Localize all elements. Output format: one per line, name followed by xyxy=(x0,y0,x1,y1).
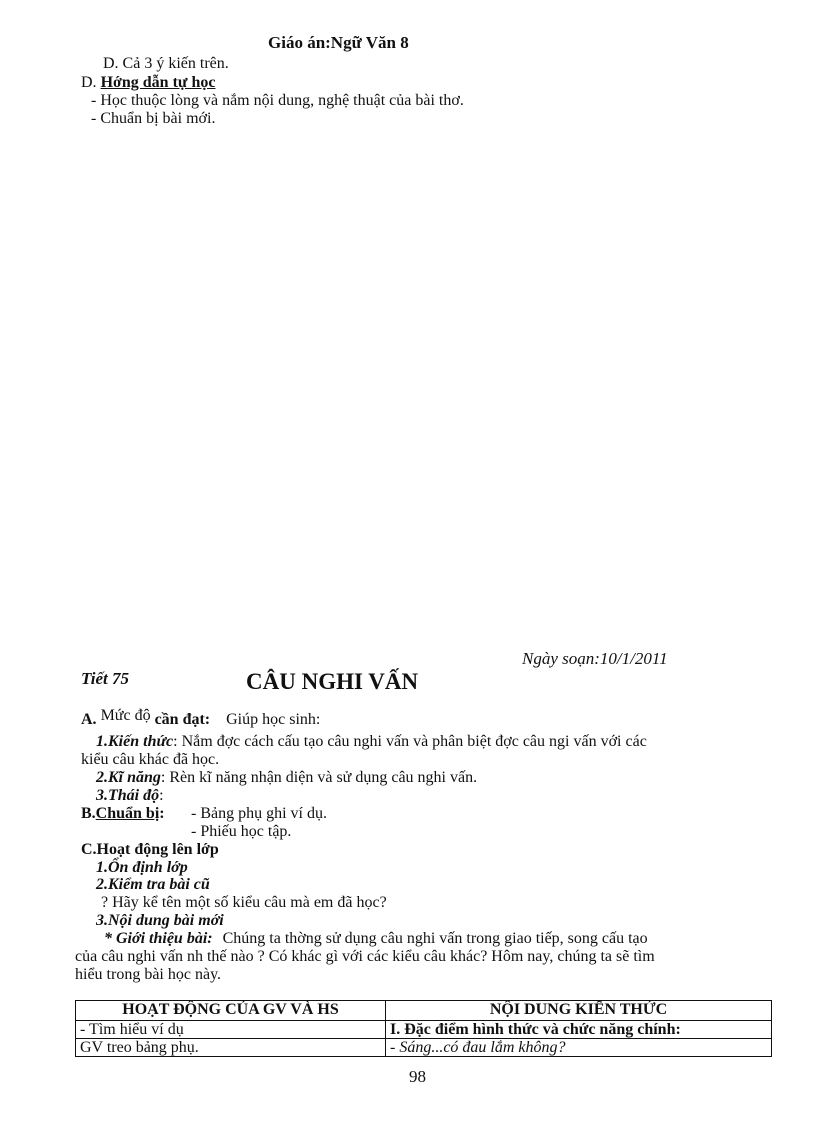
intro-label: * Giới thiệu bài: xyxy=(104,930,213,947)
skill-label: 2.Kĩ năng xyxy=(96,769,161,786)
skill-line xyxy=(96,770,477,786)
attitude-text: : xyxy=(159,787,164,804)
lesson-date: Ngày soạn:10/1/2011 xyxy=(522,649,668,668)
section-c-heading: C.Hoạt động lên lớp xyxy=(81,841,219,858)
table-row xyxy=(76,1021,772,1039)
section-b-colon: : xyxy=(159,805,165,822)
lesson-title: CÂU NGHI VẤN xyxy=(246,669,419,694)
section-d-heading xyxy=(81,75,216,91)
knowledge-label: 1.Kiến thức xyxy=(96,733,174,750)
table-row xyxy=(76,1039,772,1057)
page-number: 98 xyxy=(409,1067,426,1086)
intro-line-3: hiểu trong bài học này. xyxy=(75,966,222,983)
attitude-line xyxy=(96,788,164,804)
bullet-item: - Học thuộc lòng và nắm nội dung, nghệ thuật của bài thơ. xyxy=(91,92,464,109)
step-3: 3.Nội dung bài mới xyxy=(96,912,224,929)
section-a-label: Mức độ xyxy=(100,707,151,724)
step-1: 1.Ổn định lớp xyxy=(96,859,188,876)
table-header-row xyxy=(76,1001,772,1021)
table-header-activity: HOẠT ĐỘNG CỦA GV VÀ HS xyxy=(76,1001,386,1021)
table-header-content: NỘI DUNG KIẾN THỨC xyxy=(386,1001,772,1021)
page-header-title: Giáo án:Ngữ Văn 8 xyxy=(268,33,409,52)
review-question: ? Hãy kể tên một số kiểu câu mà em đã học? xyxy=(101,894,387,911)
prep-item: - Bảng phụ ghi ví dụ. xyxy=(191,805,327,822)
prep-item: - Phiếu học tập. xyxy=(191,823,292,840)
section-b-prefix: B. xyxy=(81,805,96,822)
section-b-heading xyxy=(81,806,165,822)
bullet-item: - Chuẩn bị bài mới. xyxy=(91,110,216,127)
table-cell: I. Đặc điểm hình thức và chức năng chính: xyxy=(386,1021,772,1039)
option-d-text: D. Cả 3 ý kiến trên. xyxy=(103,55,229,72)
intro-line-2: của câu nghi vấn nh thế nào ? Có khác gì với các kiểu câu khác? Hôm nay, chúng ta sẽ tìm xyxy=(75,948,655,965)
attitude-label: 3.Thái độ xyxy=(96,787,160,804)
intro-line-1 xyxy=(104,931,648,947)
step-2: 2.Kiểm tra bài cũ xyxy=(96,876,210,893)
lesson-period: Tiết 75 xyxy=(81,669,129,688)
table-cell: - Sáng...có đau lắm không? xyxy=(386,1039,772,1057)
section-a-label-bold: cần đạt: xyxy=(154,711,211,728)
section-a-heading xyxy=(81,707,321,728)
knowledge-line xyxy=(96,734,763,750)
intro-text: Chúng ta thờng sử dụng câu nghi vấn trong giao tiếp, song cấu tạo xyxy=(222,930,648,947)
skill-text: : Rèn kĩ năng nhận diện và sử dụng câu nghi vấn. xyxy=(160,769,478,786)
table-cell: - Tìm hiểu ví dụ xyxy=(76,1021,386,1039)
section-d-prefix: D. xyxy=(81,74,97,91)
section-a-intro: Giúp học sinh: xyxy=(226,711,321,728)
lesson-table xyxy=(75,1000,772,1057)
section-d-title: Hớng dẫn tự học xyxy=(100,74,216,91)
knowledge-text-cont: kiểu câu khác đã học. xyxy=(81,751,220,768)
section-a-prefix: A. xyxy=(81,711,97,728)
section-b-title: Chuẩn bị xyxy=(95,805,160,822)
table-cell: GV treo bảng phụ. xyxy=(76,1039,386,1057)
knowledge-text: : Nắm đợc cách cấu tạo câu nghi vấn và phân biệt đợc câu ngi vấn với các xyxy=(173,733,647,750)
